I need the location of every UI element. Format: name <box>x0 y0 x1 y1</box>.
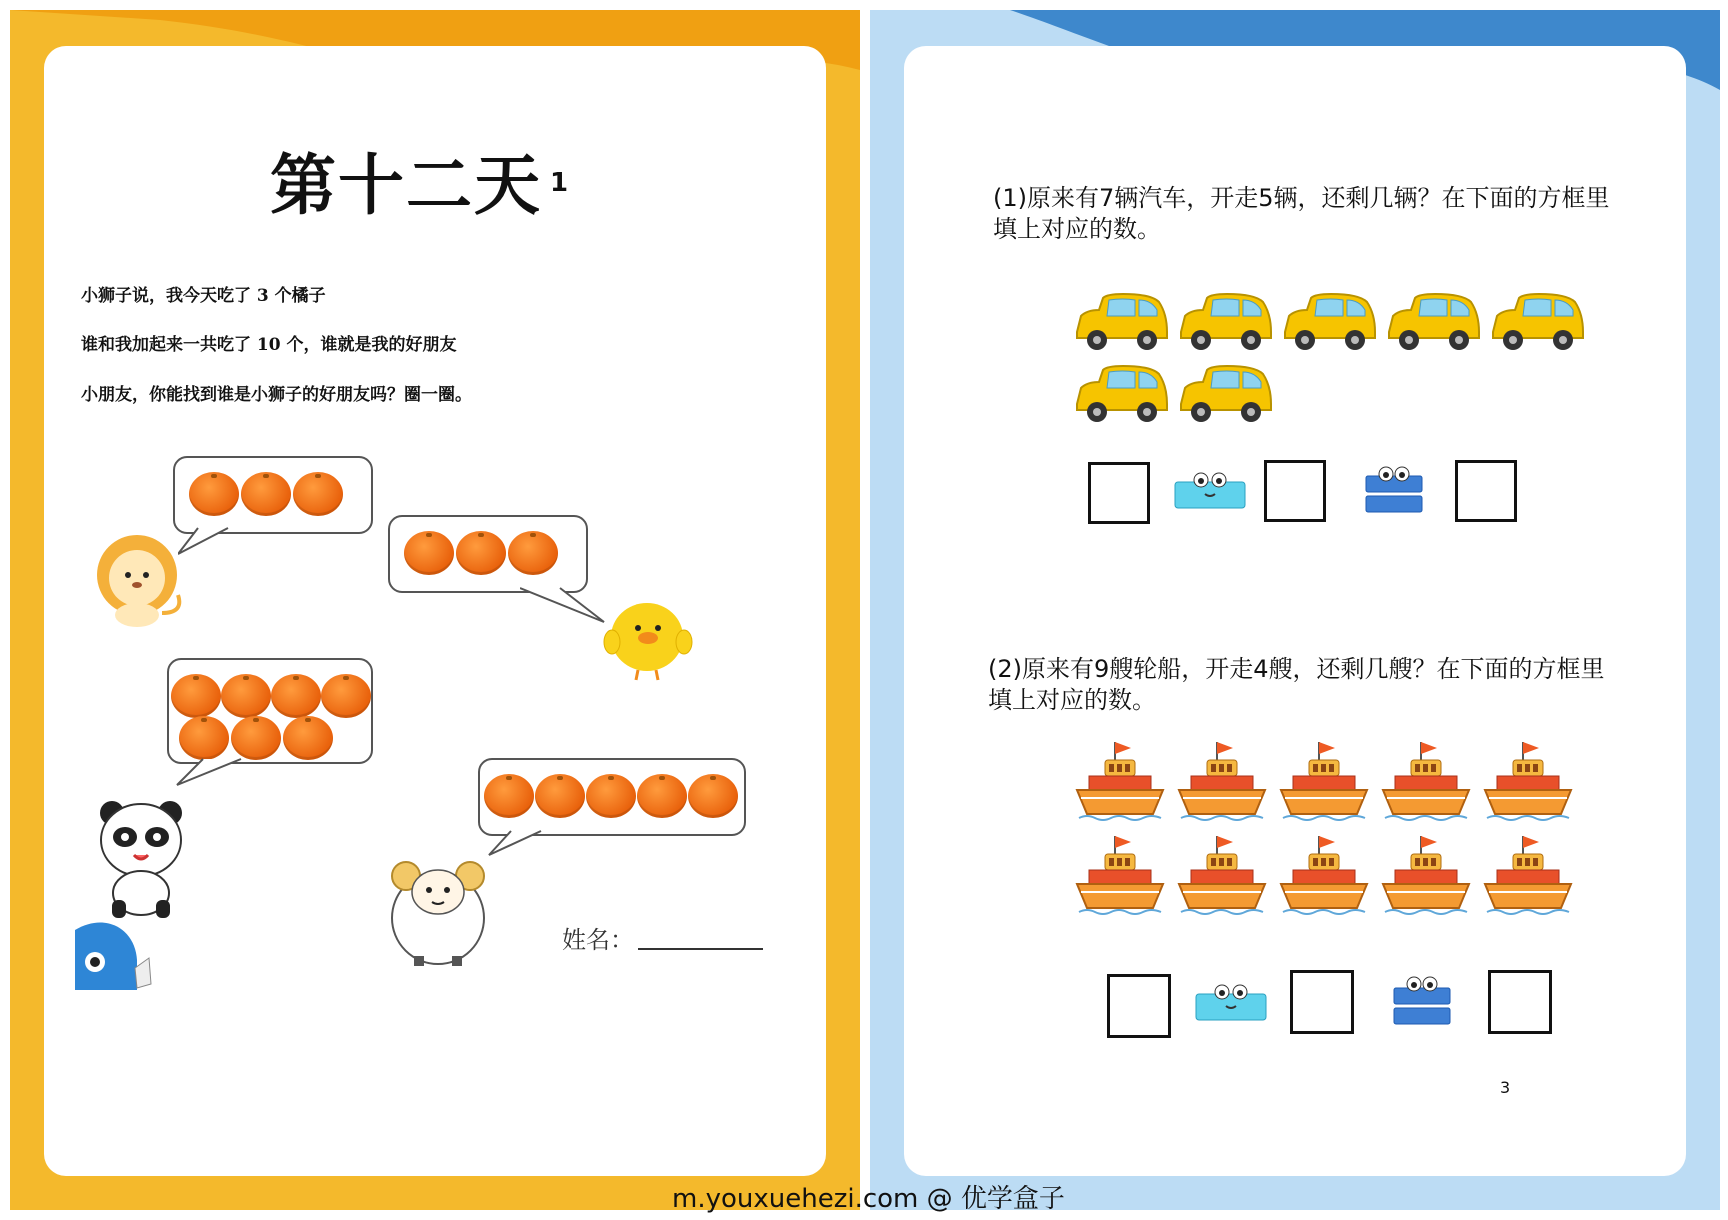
story-line-3: 小朋友，你能找到谁是小狮子的好朋友吗？圈一圈。 <box>81 385 472 405</box>
orange-icon <box>637 774 687 818</box>
car-icon <box>1073 364 1171 426</box>
orange-icon <box>586 774 636 818</box>
car-icon <box>1385 292 1483 354</box>
minus-sign-character-icon <box>1173 470 1247 512</box>
answer-box[interactable] <box>1107 974 1171 1038</box>
orange-icon <box>283 716 333 760</box>
ship-icon <box>1075 832 1165 918</box>
orange-icon <box>456 531 506 575</box>
lion-speech-bubble <box>173 456 373 534</box>
orange-icon <box>171 674 221 718</box>
page-number: 3 <box>1500 1078 1511 1097</box>
equals-sign-character-icon <box>1390 970 1454 1030</box>
ship-icon <box>1483 832 1573 918</box>
panda-icon <box>92 795 192 920</box>
orange-icon <box>271 674 321 718</box>
sheep-speech-bubble <box>478 758 746 836</box>
bubble-tail <box>175 757 245 787</box>
ship-icon <box>1279 738 1369 824</box>
orange-icon <box>484 774 534 818</box>
orange-icon <box>241 472 291 516</box>
orange-icon <box>231 716 281 760</box>
ship-icon <box>1075 738 1165 824</box>
answer-box[interactable] <box>1488 970 1552 1034</box>
footer-watermark: m.youxuehezi.com @ 优学盒子 <box>672 1184 1065 1214</box>
mascot-partial-icon <box>75 918 155 990</box>
car-icon <box>1489 292 1587 354</box>
orange-icon <box>179 716 229 760</box>
orange-icon <box>189 472 239 516</box>
answer-box[interactable] <box>1290 970 1354 1034</box>
page-title-number: 1 <box>550 168 569 198</box>
panda-speech-bubble <box>167 658 373 764</box>
orange-icon <box>321 674 371 718</box>
name-label: 姓名： <box>562 926 634 954</box>
bubble-tail <box>520 586 610 626</box>
sheep-icon <box>378 848 500 968</box>
minus-sign-character-icon <box>1194 980 1268 1024</box>
ship-icon <box>1177 738 1267 824</box>
name-input-line[interactable] <box>638 948 763 950</box>
question-1: (1)原来有7辆汽车，开走5辆，还剩几辆？在下面的方框里填上对应的数。 <box>993 184 1610 243</box>
orange-icon <box>221 674 271 718</box>
chick-icon <box>600 592 695 682</box>
orange-icon <box>293 472 343 516</box>
orange-icon <box>688 774 738 818</box>
ship-icon <box>1483 738 1573 824</box>
ship-icon <box>1381 738 1471 824</box>
orange-icon <box>404 531 454 575</box>
question-2: (2)原来有9艘轮船，开走4艘，还剩几艘？在下面的方框里填上对应的数。 <box>988 655 1605 714</box>
car-icon <box>1073 292 1171 354</box>
car-icon <box>1281 292 1379 354</box>
story-line-2: 谁和我加起来一共吃了 10 个，谁就是我的好朋友 <box>81 335 457 355</box>
ship-icon <box>1279 832 1369 918</box>
story-line-1: 小狮子说，我今天吃了 3 个橘子 <box>81 286 326 306</box>
ship-icon <box>1381 832 1471 918</box>
answer-box[interactable] <box>1264 460 1326 522</box>
chick-speech-bubble <box>388 515 588 593</box>
lion-icon <box>92 533 192 628</box>
equals-sign-character-icon <box>1362 462 1426 516</box>
page-title: 第十二天 <box>270 147 542 224</box>
ship-icon <box>1177 832 1267 918</box>
car-icon <box>1177 364 1275 426</box>
orange-icon <box>508 531 558 575</box>
orange-icon <box>535 774 585 818</box>
answer-box[interactable] <box>1455 460 1517 522</box>
answer-box[interactable] <box>1088 462 1150 524</box>
car-icon <box>1177 292 1275 354</box>
